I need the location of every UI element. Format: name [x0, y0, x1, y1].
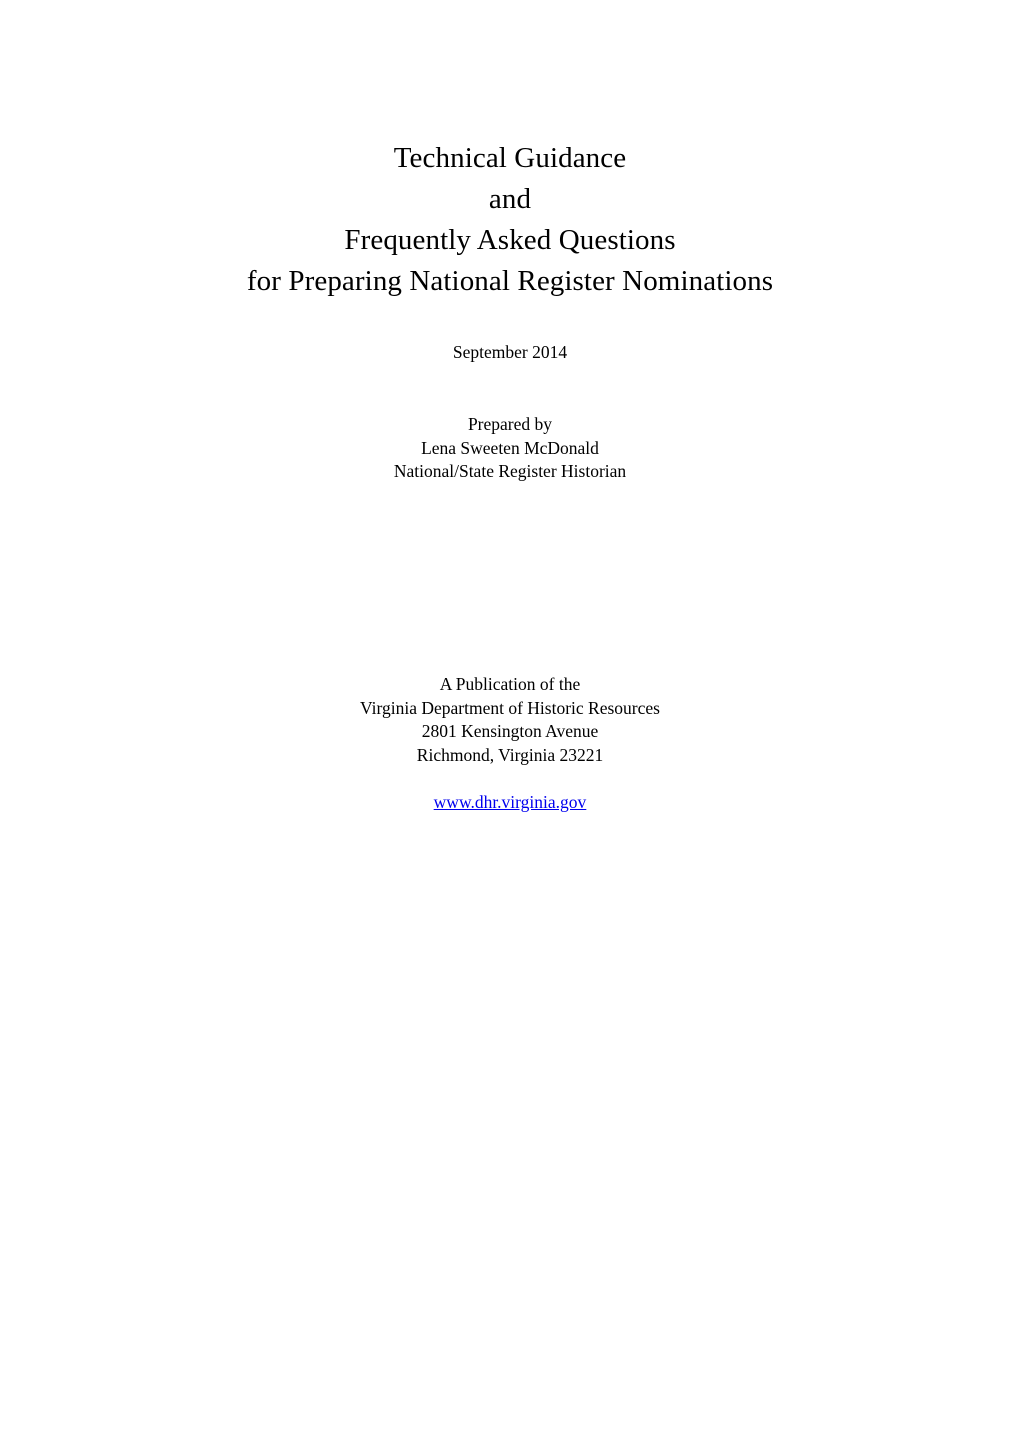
website-link[interactable]: www.dhr.virginia.gov	[433, 792, 587, 812]
website-block	[0, 791, 1020, 815]
publisher-city-state-zip: Richmond, Virginia 23221	[416, 744, 604, 765]
author-credit-block	[0, 413, 1020, 484]
publication-date: September 2014	[452, 342, 568, 362]
publisher-prefix: A Publication of the	[439, 674, 581, 694]
publisher-name: Virginia Department of Historic Resources	[360, 697, 660, 718]
prepared-by-label: Prepared by	[467, 414, 553, 434]
title-line-2: and	[488, 183, 532, 215]
publication-date-block	[0, 341, 1020, 365]
publisher-street-address: 2801 Kensington Avenue	[421, 721, 599, 741]
title-line-4: for Preparing National Register Nominations	[246, 265, 774, 297]
author-title: National/State Register Historian	[393, 461, 627, 481]
title-line-1: Technical Guidance	[393, 142, 627, 174]
author-name: Lena Sweeten McDonald	[421, 437, 599, 458]
document-title-block	[0, 138, 1020, 302]
title-line-3: Frequently Asked Questions	[344, 224, 676, 256]
publisher-block	[0, 673, 1020, 767]
